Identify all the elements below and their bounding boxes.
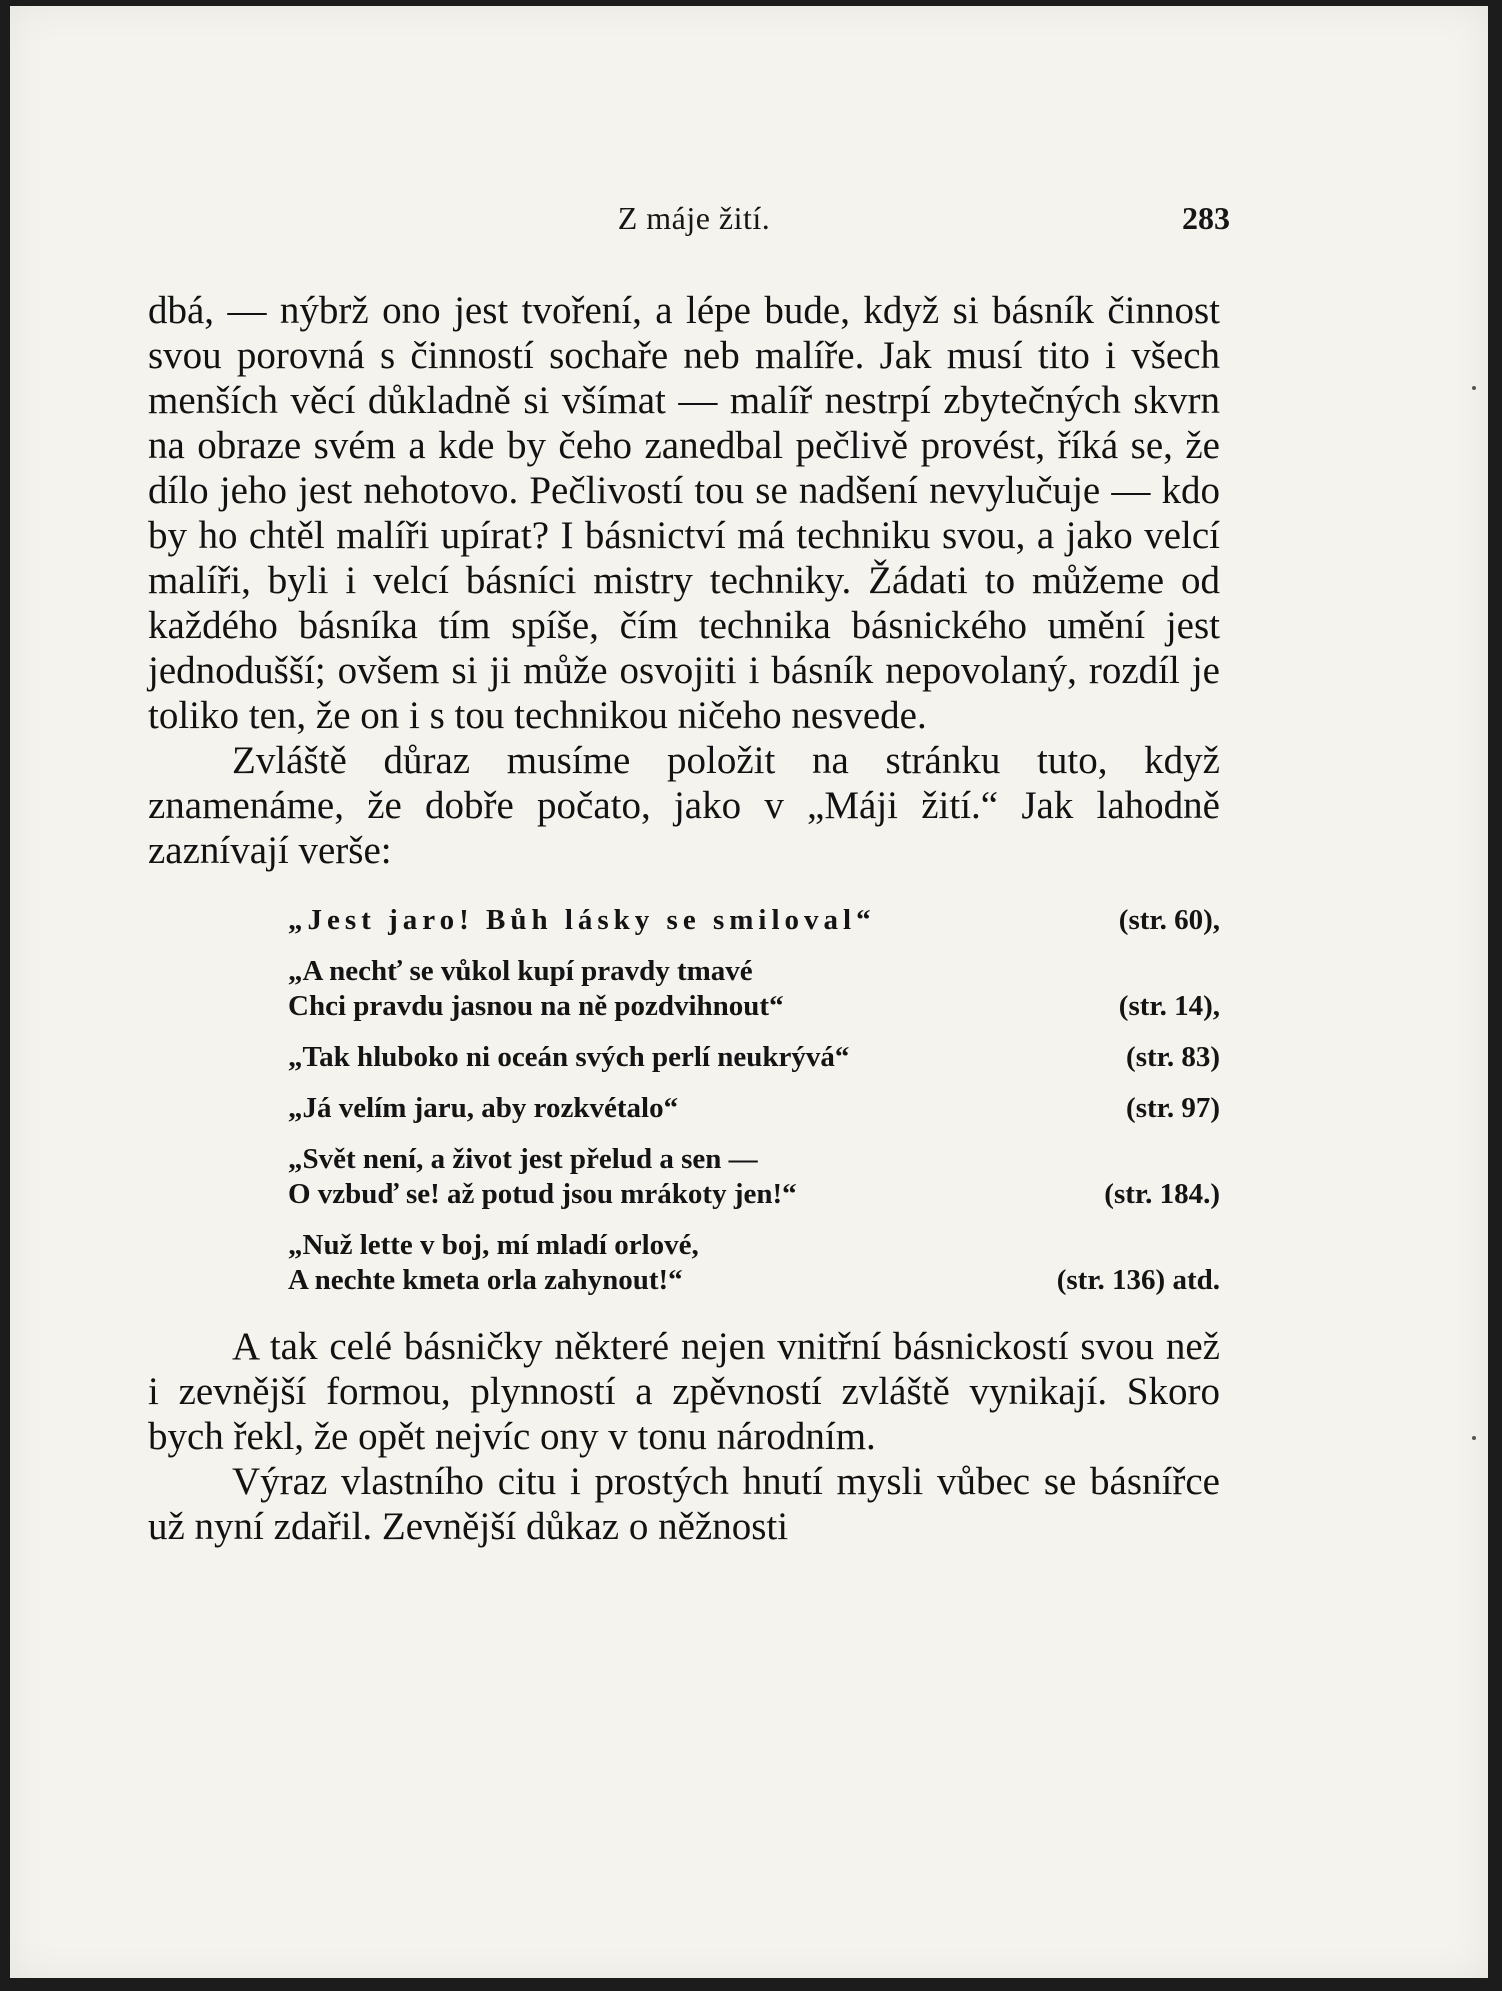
verse-quote	[288, 1040, 1220, 1075]
verse-line: „Tak hluboko ni oceán svých perlí neukrývá“	[288, 1041, 850, 1073]
verse-quote	[288, 903, 1220, 938]
page-number: 283	[1182, 200, 1230, 236]
page-reference: (str. 97)	[1126, 1092, 1220, 1124]
verse-quote	[288, 1091, 1220, 1126]
body-text	[148, 288, 1220, 1549]
paragraph: A tak celé básničky některé nejen vnitřní básnickostí svou než i zevnější formou, plynností a zpěvností zvláště vynikají. Skoro bych řekl, že opět nejvíc ony v tonu národním.	[148, 1325, 1220, 1458]
quoted-verses	[148, 903, 1220, 1298]
verse-line: „Jest jaro! Bůh lásky se smiloval“	[288, 904, 876, 936]
verse-quote	[288, 954, 1220, 1024]
verse-quote	[288, 1228, 1220, 1298]
paragraph: Zvláště důraz musíme položit na stránku tuto, když znamenáme, že dobře počato, jako v „Máji žití.“ Jak lahodně zaznívají verše:	[148, 739, 1220, 872]
page-reference: (str. 60),	[1118, 904, 1220, 936]
verse-line: O vzbuď se! až potud jsou mrákoty jen!“	[288, 1178, 797, 1210]
page-reference: (str. 136) atd.	[1056, 1264, 1220, 1296]
page-header	[158, 200, 1230, 244]
page-reference: (str. 184.)	[1104, 1178, 1220, 1210]
verse-quote	[288, 1142, 1220, 1212]
page-reference: (str. 14),	[1118, 990, 1220, 1022]
verse-line: „Já velím jaru, aby rozkvétalo“	[288, 1092, 679, 1124]
scan-speck	[1472, 386, 1476, 390]
verse-line: „Svět není, a život jest přelud a sen —	[288, 1143, 758, 1175]
verse-line: A nechte kmeta orla zahynout!“	[288, 1264, 683, 1296]
verse-line: „A nechť se vůkol kupí pravdy tmavé	[288, 955, 753, 987]
page-reference: (str. 83)	[1126, 1041, 1220, 1073]
paragraph: dbá, — nýbrž ono jest tvoření, a lépe bude, když si básník činnost svou porovná s činností sochaře neb malíře. Jak musí tito i všech menších věcí důkladně si všímat — malíř nestrpí zbytečných skvrn na obraze svém a kde by čeho zanedbal pečlivě provést, říká se, že dílo jeho jest nehotovo. Pečlivostí tou se nadšení nevylučuje — kdo by ho chtěl malíři upírat? I básnictví má techniku svou, a jako velcí malíři, byli i velcí básníci mistry techniky. Žádati to můžeme od každého básníka tím spíše, čím technika básnického umění jest jednodušší; ovšem si ji může osvojiti i básník nepovolaný, rozdíl je toliko ten, že on i s tou technikou ničeho nesvede.	[148, 289, 1220, 737]
paragraph: Výraz vlastního citu i prostých hnutí mysli vůbec se básnířce už nyní zdařil. Zevnější důkaz o něžnosti	[148, 1460, 1220, 1548]
verse-line: Chci pravdu jasnou na ně pozdvihnout“	[288, 990, 784, 1022]
running-title: Z máje žití.	[617, 200, 771, 236]
verse-line: „Nuž lette v boj, mí mladí orlové,	[288, 1229, 699, 1261]
scan-speck	[1472, 1436, 1476, 1440]
